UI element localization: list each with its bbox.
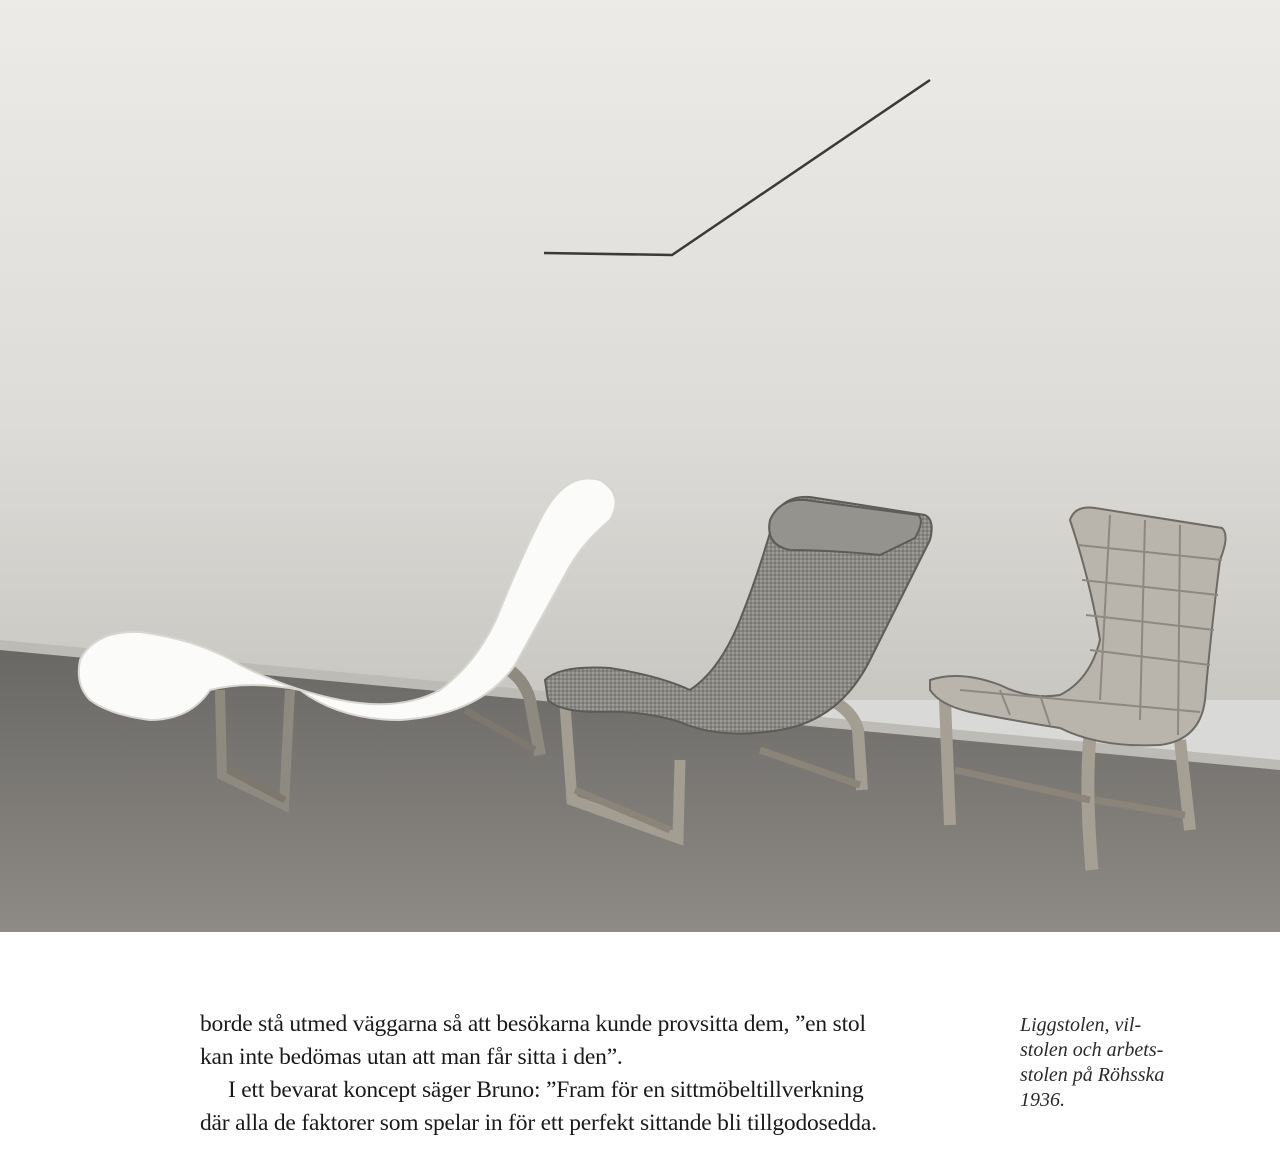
caption-line: Liggstolen, vil- xyxy=(1020,1014,1142,1036)
text-line: där alla de faktorer som spelar in för ett perfekt sittande bli tillgodosedda. xyxy=(200,1110,877,1136)
paragraph-1 xyxy=(200,1008,1000,1074)
text-line: borde stå utmed väggarna så att besökarna kunde provsitta dem, ”en stol xyxy=(200,1011,866,1037)
paragraph-2 xyxy=(200,1074,1000,1140)
caption-line: 1936. xyxy=(1020,1089,1065,1111)
caption-line: stolen och arbets- xyxy=(1020,1039,1164,1061)
caption-line: stolen på Röhsska xyxy=(1020,1064,1165,1086)
text-line: I ett bevarat koncept säger Bruno: ”Fram för en sittmöbeltillverkning xyxy=(228,1077,864,1103)
photo-caption xyxy=(1020,1013,1190,1113)
body-text xyxy=(200,1008,1000,1140)
text-line: kan inte bedömas utan att man får sitta i den”. xyxy=(200,1044,623,1070)
